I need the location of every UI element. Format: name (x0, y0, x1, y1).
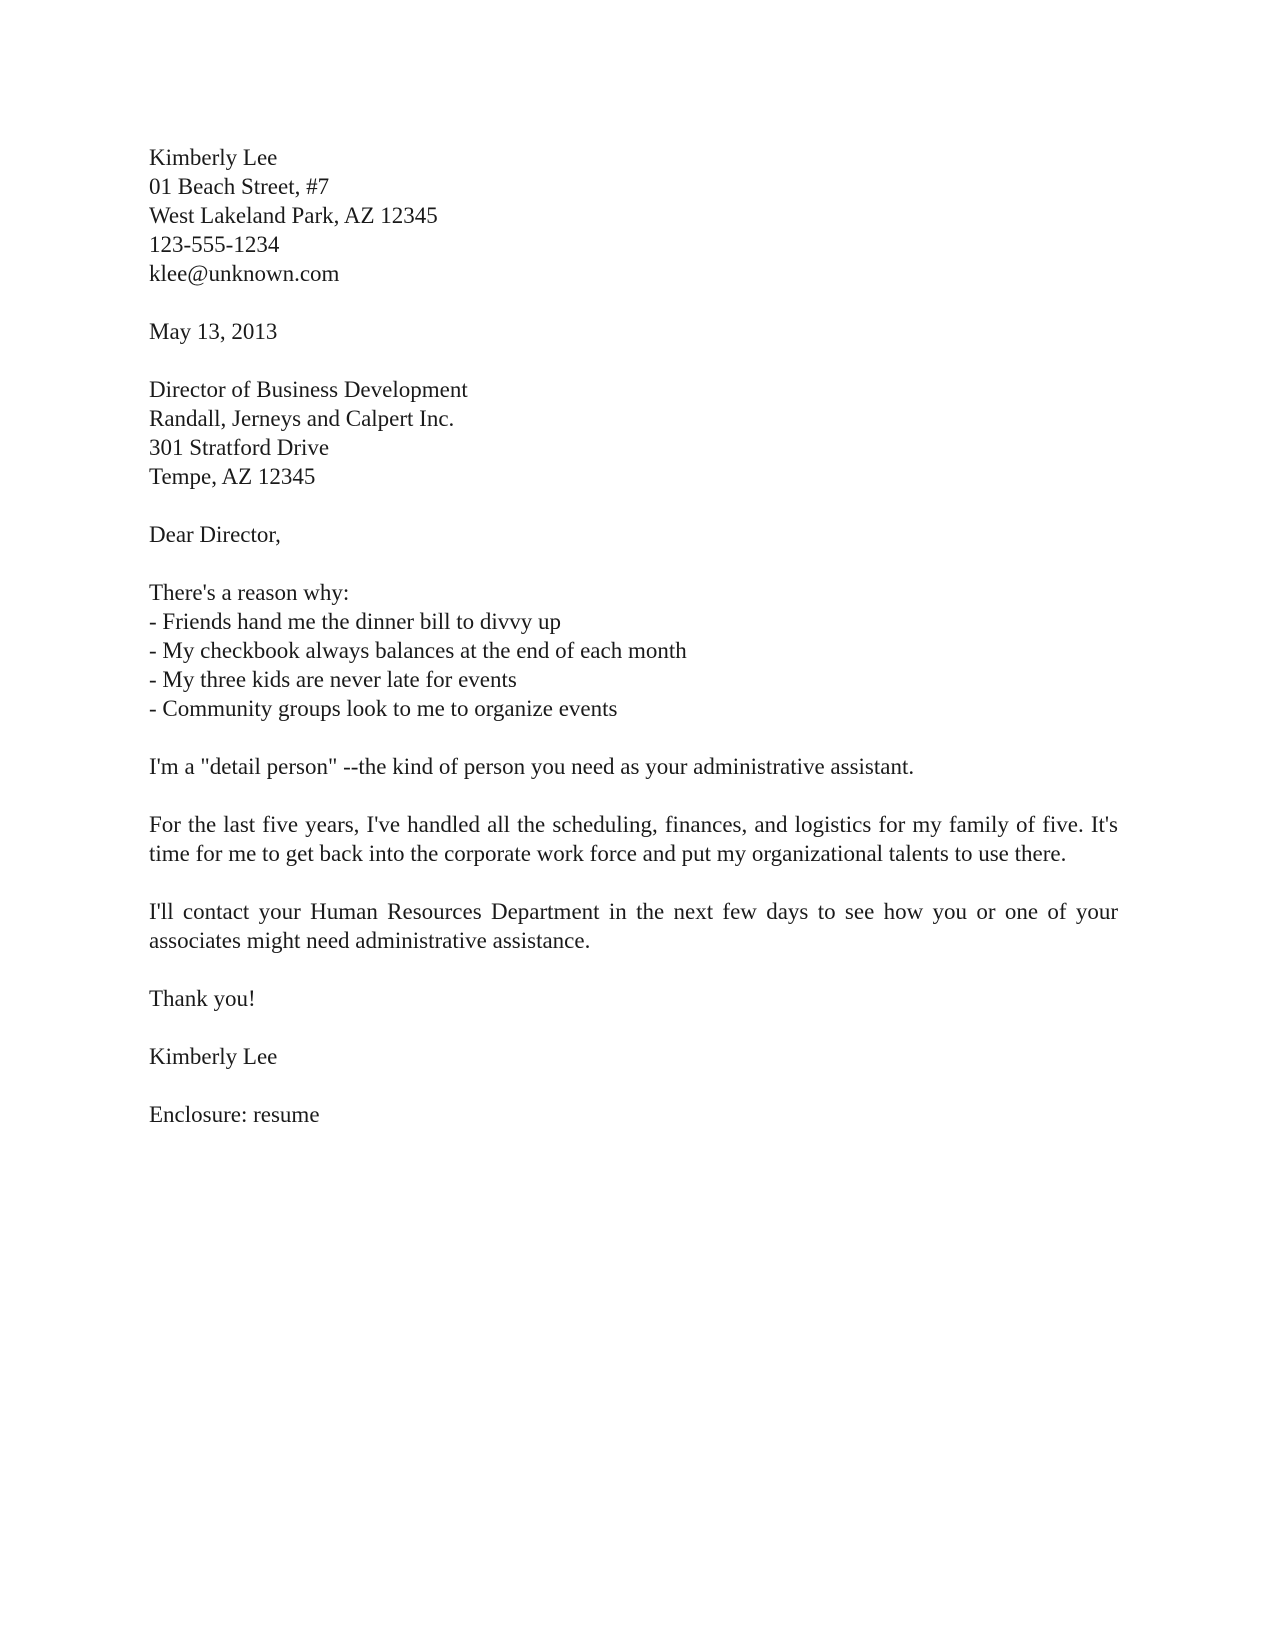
list-item: - Community groups look to me to organize events (149, 696, 618, 721)
salutation-block (149, 520, 1118, 549)
sender-email: klee@unknown.com (149, 261, 340, 286)
body-paragraph-experience: For the last five years, I've handled all the scheduling, finances, and logistics for my family of five. It's time for me to get back into the corporate work force and put my organizational talents to use there. (149, 812, 1118, 866)
recipient-street: 301 Stratford Drive (149, 435, 330, 460)
body-paragraph-follow-up: I'll contact your Human Resources Department in the next few days to see how you or one of your associates might need administrative assistance. (149, 899, 1118, 953)
signature: Kimberly Lee (149, 1044, 278, 1069)
recipient-city-state-zip: Tempe, AZ 12345 (149, 464, 316, 489)
closing-block (149, 984, 1118, 1013)
reasons-list (149, 578, 1118, 723)
closing: Thank you! (149, 986, 256, 1011)
letter-date: May 13, 2013 (149, 319, 278, 344)
reasons-intro: There's a reason why: (149, 580, 350, 605)
sender-street: 01 Beach Street, #7 (149, 174, 330, 199)
sender-address (149, 143, 1118, 288)
recipient-address (149, 375, 1118, 491)
enclosure-block (149, 1100, 1118, 1129)
sender-city-state-zip: West Lakeland Park, AZ 12345 (149, 203, 438, 228)
body-paragraph-detail-person: I'm a "detail person" --the kind of person you need as your administrative assistant. (149, 754, 915, 779)
list-item: - My checkbook always balances at the end of each month (149, 638, 687, 663)
recipient-company: Randall, Jerneys and Calpert Inc. (149, 406, 455, 431)
signature-block (149, 1042, 1118, 1071)
sender-phone: 123-555-1234 (149, 232, 280, 257)
salutation: Dear Director, (149, 522, 281, 547)
cover-letter (149, 143, 1118, 1158)
recipient-title: Director of Business Development (149, 377, 468, 402)
sender-name: Kimberly Lee (149, 145, 278, 170)
letter-date-block (149, 317, 1118, 346)
enclosure: Enclosure: resume (149, 1102, 320, 1127)
list-item: - My three kids are never late for events (149, 667, 517, 692)
list-item: - Friends hand me the dinner bill to divvy up (149, 609, 562, 634)
